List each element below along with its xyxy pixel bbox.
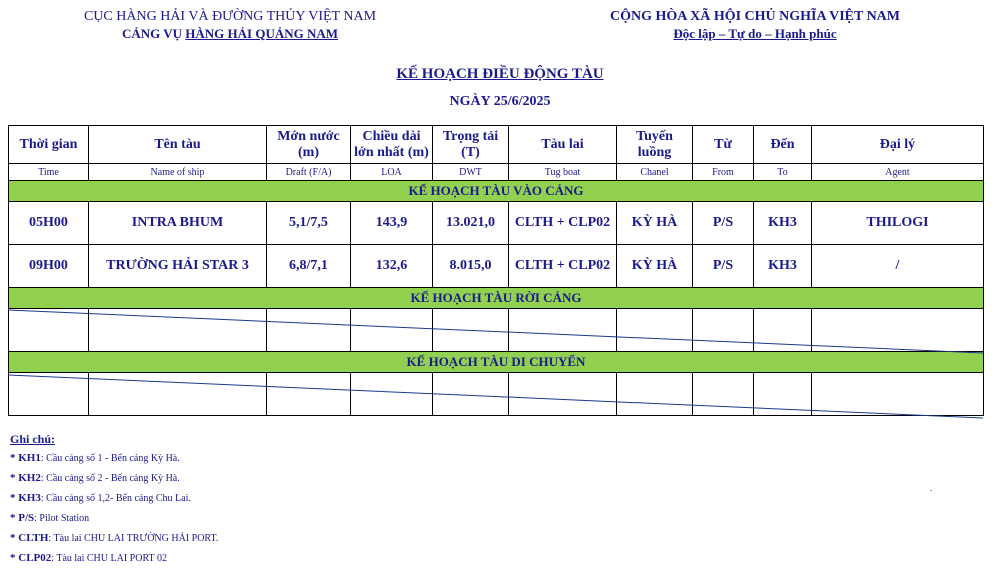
cell-loa: 143,9 xyxy=(351,202,433,245)
col-sub-time: Time xyxy=(9,164,89,181)
empty-cell xyxy=(9,373,89,416)
note-item xyxy=(10,512,610,525)
empty-row xyxy=(9,373,984,416)
col-sub-tug: Tug boat xyxy=(509,164,617,181)
col-header-to: Đến xyxy=(754,126,812,164)
section-departure-label: KẾ HOẠCH TÀU RỜI CẢNG xyxy=(9,288,984,309)
cell-agent: THILOGI xyxy=(812,202,984,245)
empty-cell xyxy=(351,373,433,416)
cell-loa: 132,6 xyxy=(351,245,433,288)
cell-dwt: 13.021,0 xyxy=(433,202,509,245)
document-title: KẾ HOẠCH ĐIỀU ĐỘNG TÀU xyxy=(396,66,604,82)
note-text: : Cầu cảng số 1,2- Bến cảng Chu Lai. xyxy=(40,493,191,504)
col-header-channel: Tuyến luồng xyxy=(617,126,693,164)
col-sub-channel: Chanel xyxy=(617,164,693,181)
col-sub-draft: Draft (F/A) xyxy=(267,164,351,181)
cell-ship-name: INTRA BHUM xyxy=(89,202,267,245)
col-sub-from: From xyxy=(693,164,754,181)
col-header-agent: Đại lý xyxy=(812,126,984,164)
col-header-time: Thời gian xyxy=(9,126,89,164)
port-authority xyxy=(20,25,440,42)
cell-draft: 6,8/7,1 xyxy=(267,245,351,288)
empty-cell xyxy=(433,373,509,416)
empty-cell xyxy=(89,309,267,352)
cell-dwt: 8.015,0 xyxy=(433,245,509,288)
agency-name: CỤC HÀNG HẢI VÀ ĐƯỜNG THỦY VIỆT NAM xyxy=(83,9,377,24)
empty-cell xyxy=(754,373,812,416)
col-sub-loa: LOA xyxy=(351,164,433,181)
note-text: : Tàu lai CHU LAI TRƯỜNG HẢI PORT. xyxy=(48,533,219,544)
col-sub-ship-name: Name of ship xyxy=(89,164,267,181)
empty-cell xyxy=(693,373,754,416)
column-headers-en xyxy=(9,164,984,181)
table-row xyxy=(9,202,984,245)
col-header-dwt: Trọng tải (T) xyxy=(433,126,509,164)
note-code: * CLP02 xyxy=(10,552,52,564)
port-authority-prefix: CẢNG VỤ xyxy=(121,26,186,41)
cell-time: 09H00 xyxy=(9,245,89,288)
empty-cell xyxy=(754,309,812,352)
port-authority-name: HÀNG HẢI QUẢNG NAM xyxy=(185,26,339,41)
cell-time: 05H00 xyxy=(9,202,89,245)
section-arrival-label: KẾ HOẠCH TÀU VÀO CẢNG xyxy=(9,181,984,202)
empty-cell xyxy=(433,309,509,352)
col-header-draft: Mớn nước (m) xyxy=(267,126,351,164)
national-header xyxy=(520,8,990,42)
section-shifting-label: KẾ HOẠCH TÀU DI CHUYỂN xyxy=(9,352,984,373)
note-item xyxy=(10,472,610,485)
col-sub-agent: Agent xyxy=(812,164,984,181)
note-code: * KH1 xyxy=(10,452,41,464)
notes-title: Ghi chú: xyxy=(10,432,56,446)
note-text: : Tàu lai CHU LAI PORT 02 xyxy=(51,553,167,564)
col-header-ship-name: Tên tàu xyxy=(89,126,267,164)
empty-cell xyxy=(812,373,984,416)
note-text: : Cầu cảng số 2 - Bến cảng Kỳ Hà. xyxy=(40,473,180,484)
cell-channel: KỲ HÀ xyxy=(617,245,693,288)
note-code: * CLTH xyxy=(10,532,49,544)
col-header-from: Từ xyxy=(693,126,754,164)
note-item xyxy=(10,552,610,565)
empty-cell xyxy=(509,309,617,352)
national-motto: Độc lập – Tự do – Hạnh phúc xyxy=(673,26,837,41)
cell-from: P/S xyxy=(693,202,754,245)
cell-tug: CLTH + CLP02 xyxy=(509,245,617,288)
empty-cell xyxy=(509,373,617,416)
document-date: NGÀY 25/6/2025 xyxy=(449,94,551,109)
cell-to: KH3 xyxy=(754,245,812,288)
note-item xyxy=(10,492,610,505)
empty-cell xyxy=(267,309,351,352)
col-sub-to: To xyxy=(754,164,812,181)
cell-ship-name: TRƯỜNG HẢI STAR 3 xyxy=(89,245,267,288)
cell-draft: 5,1/7,5 xyxy=(267,202,351,245)
col-header-tug: Tàu lai xyxy=(509,126,617,164)
cell-to: KH3 xyxy=(754,202,812,245)
note-code: * KH2 xyxy=(10,472,41,484)
column-headers-vi xyxy=(9,126,984,164)
notes-section xyxy=(10,432,610,568)
col-header-loa: Chiều dài lớn nhất (m) xyxy=(351,126,433,164)
note-code: * KH3 xyxy=(10,492,41,504)
agency-header xyxy=(20,8,440,42)
empty-cell xyxy=(617,373,693,416)
table-row xyxy=(9,245,984,288)
empty-cell xyxy=(267,373,351,416)
note-item xyxy=(10,452,610,465)
cell-tug: CLTH + CLP02 xyxy=(509,202,617,245)
empty-cell xyxy=(693,309,754,352)
note-code: * P/S xyxy=(10,512,35,524)
cell-from: P/S xyxy=(693,245,754,288)
empty-cell xyxy=(89,373,267,416)
cell-agent: / xyxy=(812,245,984,288)
cell-channel: KỲ HÀ xyxy=(617,202,693,245)
republic-name: CỘNG HÒA XÃ HỘI CHỦ NGHĨA VIỆT NAM xyxy=(609,9,900,24)
empty-cell xyxy=(617,309,693,352)
section-departure xyxy=(9,288,984,309)
stray-mark: . xyxy=(930,483,933,493)
empty-cell xyxy=(9,309,89,352)
section-shifting xyxy=(9,352,984,373)
empty-cell xyxy=(812,309,984,352)
ship-movement-table xyxy=(8,125,984,416)
note-item xyxy=(10,532,610,545)
empty-row xyxy=(9,309,984,352)
section-arrival xyxy=(9,181,984,202)
empty-cell xyxy=(351,309,433,352)
note-text: : Pilot Station xyxy=(34,513,90,524)
col-sub-dwt: DWT xyxy=(433,164,509,181)
note-text: : Cầu cảng số 1 - Bến cảng Kỳ Hà. xyxy=(40,453,180,464)
